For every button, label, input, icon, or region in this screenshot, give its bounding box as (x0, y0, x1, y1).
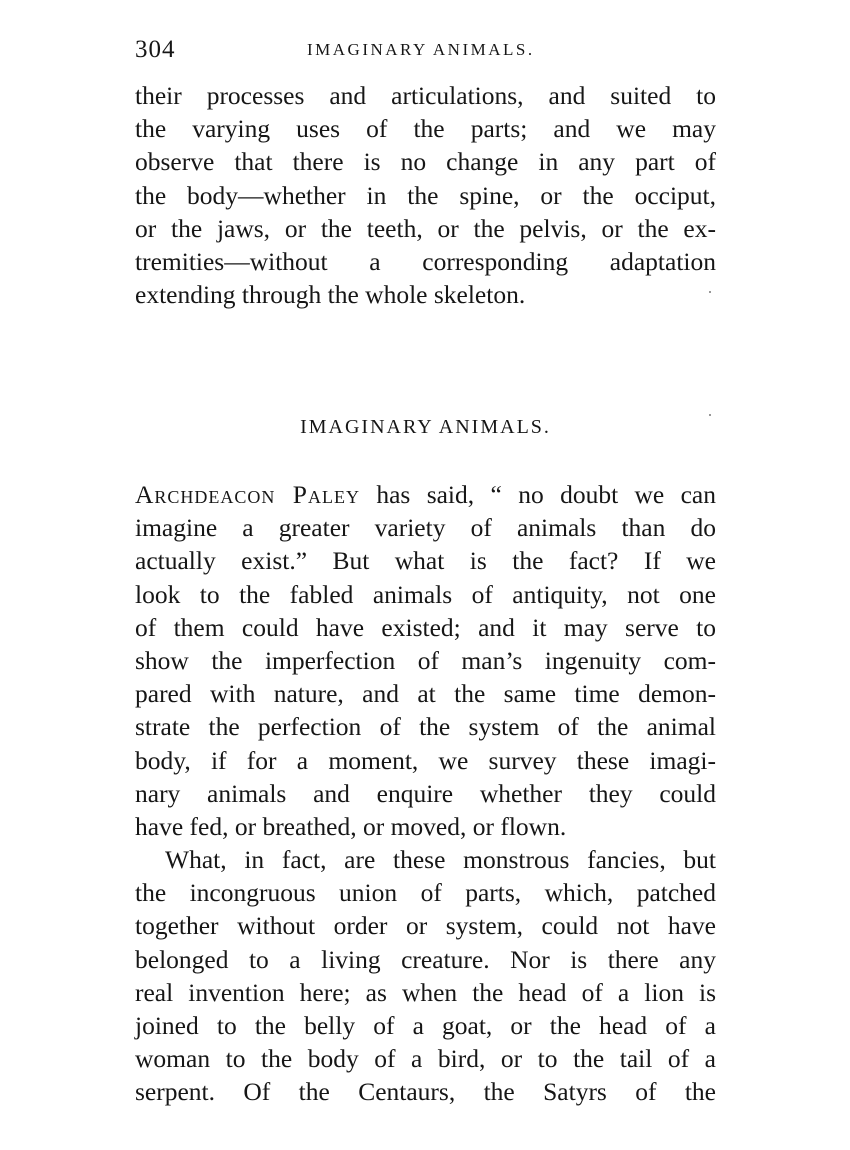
text-line: imagine a greater variety of animals than do (135, 513, 716, 543)
text-line-lead (135, 478, 716, 511)
continued-paragraph (135, 79, 716, 311)
text-line: actually exist.” But what is the fact? If we (135, 546, 716, 576)
text-line: joined to the belly of a goat, or the head of a (135, 1011, 716, 1040)
text-line: have fed, or breathed, or moved, or flown. (135, 811, 567, 841)
text-line: strate the perfection of the system of the animal (135, 712, 716, 742)
page-number: 304 (135, 36, 176, 63)
text-line: the incongruous union of parts, which, patched (135, 878, 716, 908)
section-body (135, 478, 716, 1109)
running-title: IMAGINARY ANIMALS. (307, 40, 535, 59)
text-line: of them could have existed; and it may serve to (135, 612, 716, 642)
text-line: look to the fabled animals of antiquity, not one (135, 579, 716, 609)
paper-speck (709, 414, 711, 416)
running-head (135, 36, 716, 66)
text-line: or the jaws, or the teeth, or the pelvis, or the ex- (135, 213, 716, 243)
paper-speck (709, 291, 711, 293)
text-line: the body—whether in the spine, or the occiput, (135, 180, 716, 210)
text-line: their processes and articulations, and suited to (135, 81, 716, 110)
text-line: body, if for a moment, we survey these imagi- (135, 745, 716, 775)
text-line: the varying uses of the parts; and we may (135, 114, 716, 144)
text-line: show the imperfection of man’s ingenuity com- (135, 645, 716, 675)
text-line: serpent. Of the Centaurs, the Satyrs of the (135, 1077, 716, 1107)
text-line: woman to the body of a bird, or to the tail of a (135, 1044, 716, 1074)
text-line: nary animals and enquire whether they could (135, 778, 716, 808)
text-line: extending through the whole skeleton. (135, 280, 526, 310)
lead-name: Archdeacon Paley (135, 480, 360, 509)
text-line: What, in fact, are these monstrous fancies, but (165, 845, 716, 875)
section-heading: IMAGINARY ANIMALS. (300, 416, 551, 438)
text-line: belonged to a living creature. Nor is there any (135, 944, 716, 974)
text-line: together without order or system, could not have (135, 911, 716, 941)
text-line: observe that there is no change in any part of (135, 147, 716, 177)
text-line: tremities—without a corresponding adaptation (135, 246, 716, 276)
lead-rest: has said, “ no doubt we can (359, 480, 717, 509)
text-line: real invention here; as when the head of a lion is (135, 977, 716, 1007)
text-line: pared with nature, and at the same time demon- (135, 679, 716, 709)
